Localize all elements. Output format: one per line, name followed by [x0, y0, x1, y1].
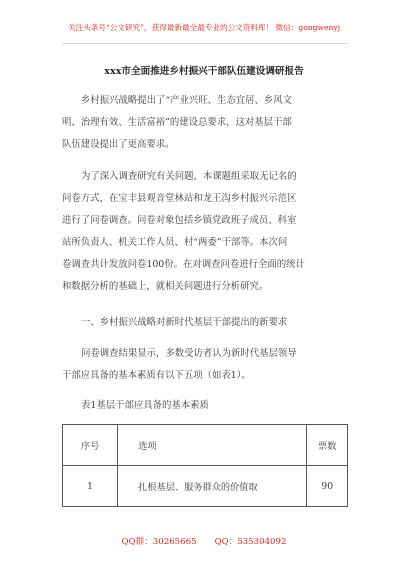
- header-banner: 关注头条号“公文研究”，获得最新最全最专业的公文资料库！ 微信：gongwenyj: [67, 23, 341, 32]
- paragraph-line: 问卷调查结果显示，多数受访者认为新时代基层领导: [81, 348, 297, 359]
- paragraph-line: 卷调查共计发放问卷100份。在对调查问卷进行全面的统计: [62, 259, 305, 270]
- table-header-row: [63, 425, 348, 466]
- footer-qq: QQ：535304092: [214, 537, 287, 547]
- paragraph-line: 站所负责人、机关工作人员、村“两委”干部等。本次问: [62, 237, 288, 248]
- table-cell: 1: [63, 466, 118, 507]
- table-header-cell: 序号: [63, 425, 118, 466]
- table-header-cell: 票数: [307, 425, 348, 466]
- table-cell: 90: [307, 466, 348, 507]
- paragraph-line: 乡村振兴战略提出了“产业兴旺、生态宜居、乡风文: [81, 95, 293, 106]
- paragraph-line: 明、治理有效、生活富裕”的建设总要求，这对基层干部: [62, 117, 292, 128]
- paragraph-3: [62, 343, 348, 387]
- paragraph-2: [62, 166, 348, 298]
- table-row: [63, 466, 348, 507]
- section-heading: 一、乡村振兴战略对新时代基层干部提出的新要求: [81, 317, 288, 328]
- paragraph-line: 干部应具备的基本素质有以下五项（如表1）。: [62, 370, 251, 381]
- paragraph-line: 问卷方式，在宝丰县观音堂林站和龙王沟乡村振兴示范区: [62, 193, 297, 204]
- table-header-cell: 选项: [118, 425, 307, 466]
- qualities-table: [62, 424, 348, 507]
- table-caption: 表1基层干部应具备的基本素质: [81, 400, 209, 411]
- document-title: xxx市全面推进乡村振兴干部队伍建设调研报告: [104, 66, 304, 77]
- footer-contact: [0, 535, 408, 547]
- paragraph-1: [62, 90, 348, 156]
- paragraph-line: 进行了问卷调查。问卷对象包括乡镇党政班子成员、科室: [62, 215, 297, 226]
- table-cell: 扎根基层、服务群众的价值取: [118, 466, 307, 507]
- paragraph-line: 为了深入调查研究有关问题，本课题组采取无记名的: [81, 171, 297, 182]
- header-divider: [62, 43, 348, 44]
- paragraph-line: 和数据分析的基础上，就相关问题进行分析研究。: [62, 281, 269, 292]
- paragraph-line: 队伍建设提出了更高要求。: [62, 139, 175, 150]
- footer-qq-group: QQ群：30265665: [121, 537, 197, 547]
